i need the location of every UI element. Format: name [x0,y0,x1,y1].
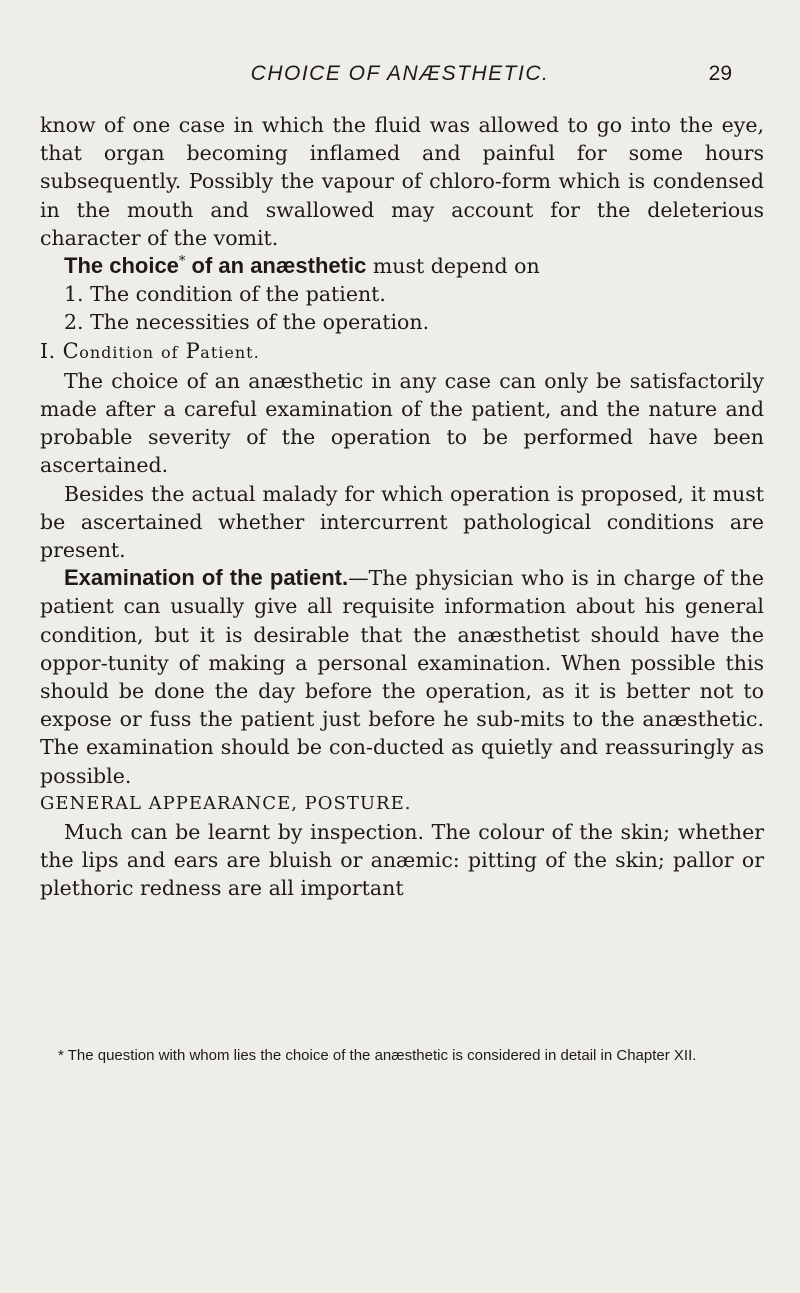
body-text [40,111,764,903]
footnote [40,1046,764,1065]
footnote-marker: * [178,254,186,270]
section-number: I. [40,338,56,363]
paragraph-condition: The choice of an anæsthetic in any case can only be satisfactorily made after a careful examination of the patient, and the nature and probable severity of the operation to be performed have been ascertained. [40,368,764,478]
choice-rest: must depend on [366,254,540,279]
list-item-2: 2. The necessities of the operation. [64,310,430,335]
section-word-2: of [161,342,179,362]
paragraph-much: Much can be learnt by inspection. The colour of the skin; whether the lips and ears are bluish or anæmic: pitting of the skin; pallor or plethoric redness are all important [40,820,764,901]
choice-heading-a: The choice [64,253,179,279]
section-word-3-cap: P [185,338,201,363]
section-word-1-rest: ondition [79,342,155,362]
section-word-1-cap: C [62,338,80,363]
choice-heading-b: of an anæsthetic [185,253,367,279]
footnote-text: * The question with whom lies the choice of the anæsthetic is considered in detail in Chapter XII. [58,1047,697,1064]
paragraph-examination [40,564,764,790]
general-appearance-heading: GENERAL APPEARANCE, POSTURE. [40,792,412,814]
examination-heading: Examination of the patient. [64,565,349,591]
section-word-3-rest: atient. [200,342,260,362]
paragraph-besides: Besides the actual malady for which operation is proposed, it must be ascertained whether intercurrent pathological conditions are present. [40,481,764,563]
running-header [40,60,760,90]
examination-text: —The physician who is in charge of the patient can usually give all requisite information about his general condition, but it is desirable that the anæsthetist should have the oppor-tunity of making a personal examination. When possible this should be done the day before the operation, as it is better not to expose or fuss the patient just before he sub-mits to the anæsthetic. The examination should be con-ducted as quietly and reassuringly as possible. [40,566,764,788]
page-number: 29 [708,62,732,85]
paragraph-top: know of one case in which the fluid was allowed to go into the eye, that organ becoming inflamed and painful for some hours subsequently. Possibly the vapour of chloro-form which is condensed in the mouth and swallowed may account for the deleterious character of the vomit. [40,113,764,250]
paragraph-choice [40,252,764,280]
running-title: CHOICE OF ANÆSTHETIC. [250,62,550,85]
list-item-1: 1. The condition of the patient. [64,282,386,307]
section-heading [40,337,764,367]
